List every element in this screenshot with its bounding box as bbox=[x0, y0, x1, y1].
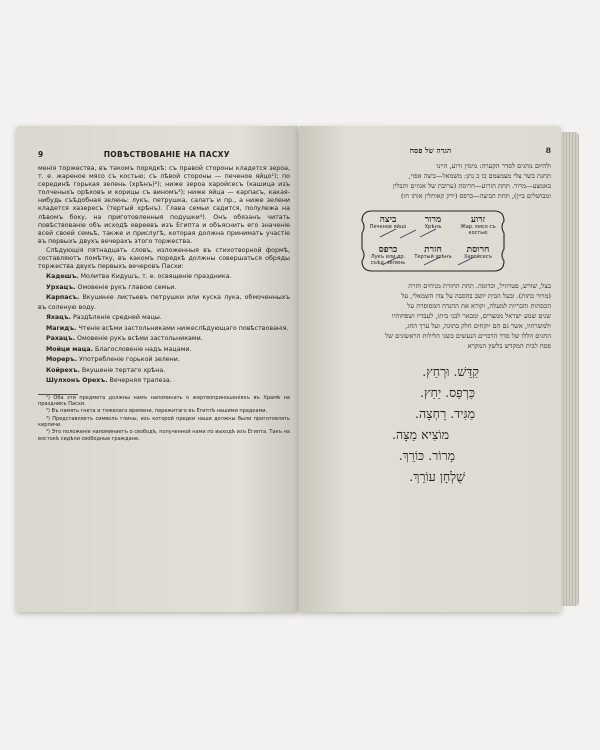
term-desc: Омовеніе рукъ главою семьи. bbox=[77, 283, 177, 291]
text-line: החגים הללו של סדר הדברים הנעשים בשני הלילות הראשונים של bbox=[385, 332, 551, 340]
term-desc: Вкушеніе листьевъ петрушки или куска лука, обмоченныхъ въ соленую воду. bbox=[38, 294, 290, 311]
left-page-body bbox=[38, 165, 290, 442]
text-line: באמצע—מרור. תחת הזרוע—חרוסת (ערובת של אגוזים ותבלין bbox=[392, 182, 551, 190]
list-item bbox=[38, 334, 290, 344]
list-item bbox=[38, 283, 290, 293]
list-item bbox=[38, 376, 290, 386]
text-line: ומבושלים ביין), תחת הביצה—כרפס (ירק קאוחלין אותו חו) bbox=[400, 192, 551, 200]
term-desc: Вкушеніе тертаго хрѣна. bbox=[81, 366, 166, 374]
plate-item-karpas bbox=[368, 245, 408, 266]
seder-plate-diagram bbox=[358, 207, 508, 275]
footnote: ³) Представляетъ символъ глины, изъ которой предки наши должны были приготовлять кирпичи. bbox=[38, 415, 290, 428]
plate-item-maror bbox=[413, 215, 453, 231]
right-intro bbox=[315, 161, 551, 201]
text-line: פסח לבית המקדש בלשון המקרא bbox=[467, 342, 551, 350]
term-name: Карпасъ. bbox=[46, 294, 80, 302]
seder-step: קַדֵּשׁ. וּרְחַץ. bbox=[422, 364, 479, 379]
left-page bbox=[16, 126, 298, 612]
plate-item-label: Лукъ или др. съѣд. зелень bbox=[370, 254, 406, 266]
text-line: שנים שמע ישראל ממצרים, ומבאר לבני ביתו, לעבדיו ושפחותיו bbox=[391, 312, 551, 320]
plate-item-chazeret bbox=[413, 245, 453, 261]
list-item bbox=[38, 324, 290, 334]
term-desc: Чтеніе всѣми застольниками нижеслѣдующаго повѣствованія. bbox=[78, 324, 289, 332]
term-desc: Благословеніе надъ мацами. bbox=[95, 345, 192, 353]
term-name: Урхацъ. bbox=[46, 283, 76, 291]
left-page-header bbox=[38, 150, 290, 159]
term-list bbox=[38, 272, 290, 386]
seder-steps bbox=[315, 361, 551, 487]
paragraph: Слѣдующія пятнадцать словъ, изложенныя въ стихотворной формѣ, составляютъ помѣтку, въ какомъ порядкѣ должны совершаться обряды торжества двухъ первыхъ вечеровъ Пасхи: bbox=[38, 246, 290, 271]
paragraph: менія торжества, въ такомъ порядкѣ: съ правой стороны кладется зероа, т. е. жареное мясо съ костью; съ лѣвой стороны — печеное яйцо¹); по серединѣ горькая зелень (хрѣнъ)²); ниже зероа харойсесъ (кашица изъ толченыхъ орѣховъ и корицы съ виномъ³); ниже яйца — карпасъ, какая-нибудь съѣдобная зелень: лукъ, петрушка, салатъ и пр., а ниже зелени кладется хазересъ (тертый хрѣнъ). Глава семьи садится, полулежа на лѣвомъ боку, на приготовленныя подушки⁴). Онъ обязанъ читать повѣствованіе объ исходѣ евреевъ изъ Египта и объяснить его значеніе всей своей семьѣ, также и прислугѣ, которая должна принимать участіе въ первыхъ двухъ вечерахъ этого торжества. bbox=[38, 165, 290, 245]
plate-item-hebrew: זרוע bbox=[470, 215, 486, 225]
running-title-left: ПОВѢСТВОВАНІЕ НА ПАСХУ bbox=[103, 150, 230, 159]
right-page bbox=[299, 126, 561, 612]
text-line: (מרור כתות). ובעל הבית יושב בהסבה על צדו השמאלי, על bbox=[401, 292, 551, 300]
plate-item-label: Печеное яйцо bbox=[369, 224, 407, 230]
list-item bbox=[38, 293, 290, 312]
term-desc: Употребленіе горькой зелени. bbox=[79, 356, 180, 364]
plate-item-charoset bbox=[458, 245, 498, 261]
term-name: Шулхонъ Орехъ. bbox=[46, 377, 108, 385]
plate-item-label: Жар. мясо съ костью bbox=[460, 224, 496, 236]
term-desc: Вечерняя трапеза. bbox=[109, 377, 172, 385]
plate-item-hebrew: כרפס bbox=[378, 245, 398, 255]
plate-item-hebrew: ביצה bbox=[379, 215, 397, 225]
term-desc: Раздѣленіе средней мацы. bbox=[72, 314, 162, 322]
term-name: Морeръ. bbox=[46, 356, 78, 364]
list-item bbox=[38, 366, 290, 376]
plate-item-beitza bbox=[368, 215, 408, 231]
list-item bbox=[38, 355, 290, 365]
text-line: הכסתות והכריות למעלה, וקורא את ההגדה המסופרת על bbox=[407, 302, 551, 310]
page-number-left: 9 bbox=[38, 150, 44, 159]
list-item bbox=[38, 272, 290, 282]
term-name: Койрехъ. bbox=[46, 366, 80, 374]
list-item bbox=[38, 313, 290, 323]
footnotes bbox=[38, 395, 290, 442]
open-book bbox=[16, 126, 582, 612]
plate-item-hebrew: מרור bbox=[424, 215, 442, 225]
footnote: ⁴) Это положеніе напоминаетъ о свободѣ, полученной нами по выходѣ изъ Египта. Такъ на востокѣ сидѣли свободные граждане. bbox=[38, 429, 290, 442]
term-desc: Молитва Кидушъ, т. е. освященіе праздника. bbox=[80, 273, 232, 281]
term-name: Магидъ. bbox=[46, 324, 77, 332]
plate-item-hebrew: חזרת bbox=[424, 245, 442, 255]
seder-step: שֻׁלְחָן עוֹרֵךְ. bbox=[409, 469, 465, 484]
term-name: Рахацъ. bbox=[46, 335, 75, 343]
term-desc: Омовеніе рукъ всѣми застольниками. bbox=[76, 335, 203, 343]
footnote: ¹) Оба эти предмета должны намъ напоминать о жертвоприношеніяхъ въ Храмѣ на праздникъ Пасхи. bbox=[38, 394, 290, 408]
seder-step: מָרוֹר. כּוֹרֵךְ. bbox=[398, 448, 455, 463]
seder-step: מַגִּיד. רָחְצָה. bbox=[414, 406, 475, 421]
text-line: ולמשרתיו, אשר גם הם יוקחים חלק בתוגה, ועל ערך החג, bbox=[405, 322, 551, 330]
list-item bbox=[38, 345, 290, 355]
running-title-right: הגדה של פסח bbox=[409, 146, 452, 155]
page-number-right: 8 bbox=[545, 146, 551, 155]
seder-step: כַּרְפַּס. יַחַץ. bbox=[419, 385, 475, 400]
right-page-header bbox=[315, 146, 551, 155]
plate-item-zeroa bbox=[458, 215, 498, 236]
term-name: Яхацъ. bbox=[46, 314, 71, 322]
seder-step: מוֹצִיא מַצָּה. bbox=[391, 427, 449, 442]
plate-item-label: Харойсесъ bbox=[463, 254, 493, 260]
plate-item-label: Тертый хрѣнъ bbox=[414, 254, 452, 260]
footnote: ²) Въ память гнета и тяжелаго времени, пережитаго въ Египтѣ нашими предками. bbox=[46, 408, 268, 415]
term-name: Кадешъ. bbox=[46, 273, 79, 281]
plate-item-label: Хрѣнъ bbox=[424, 224, 442, 230]
page-edges bbox=[561, 132, 579, 606]
text-line: תחנת בשר צלי מצמצמם בו כ נתן: משמאל—ביצה אפוי, bbox=[408, 172, 551, 180]
text-line: ולהיום נוהגים לסדר הקערה: מימין זרוע, היינו bbox=[436, 162, 551, 170]
right-body bbox=[315, 281, 551, 351]
plate-item-hebrew: חרוסת bbox=[466, 245, 490, 255]
text-line: בצל, שורש, פטרוזיל, וכדומה. תחת החזרת מניחים חזרת bbox=[408, 282, 551, 290]
term-name: Мойци маца. bbox=[46, 345, 93, 353]
